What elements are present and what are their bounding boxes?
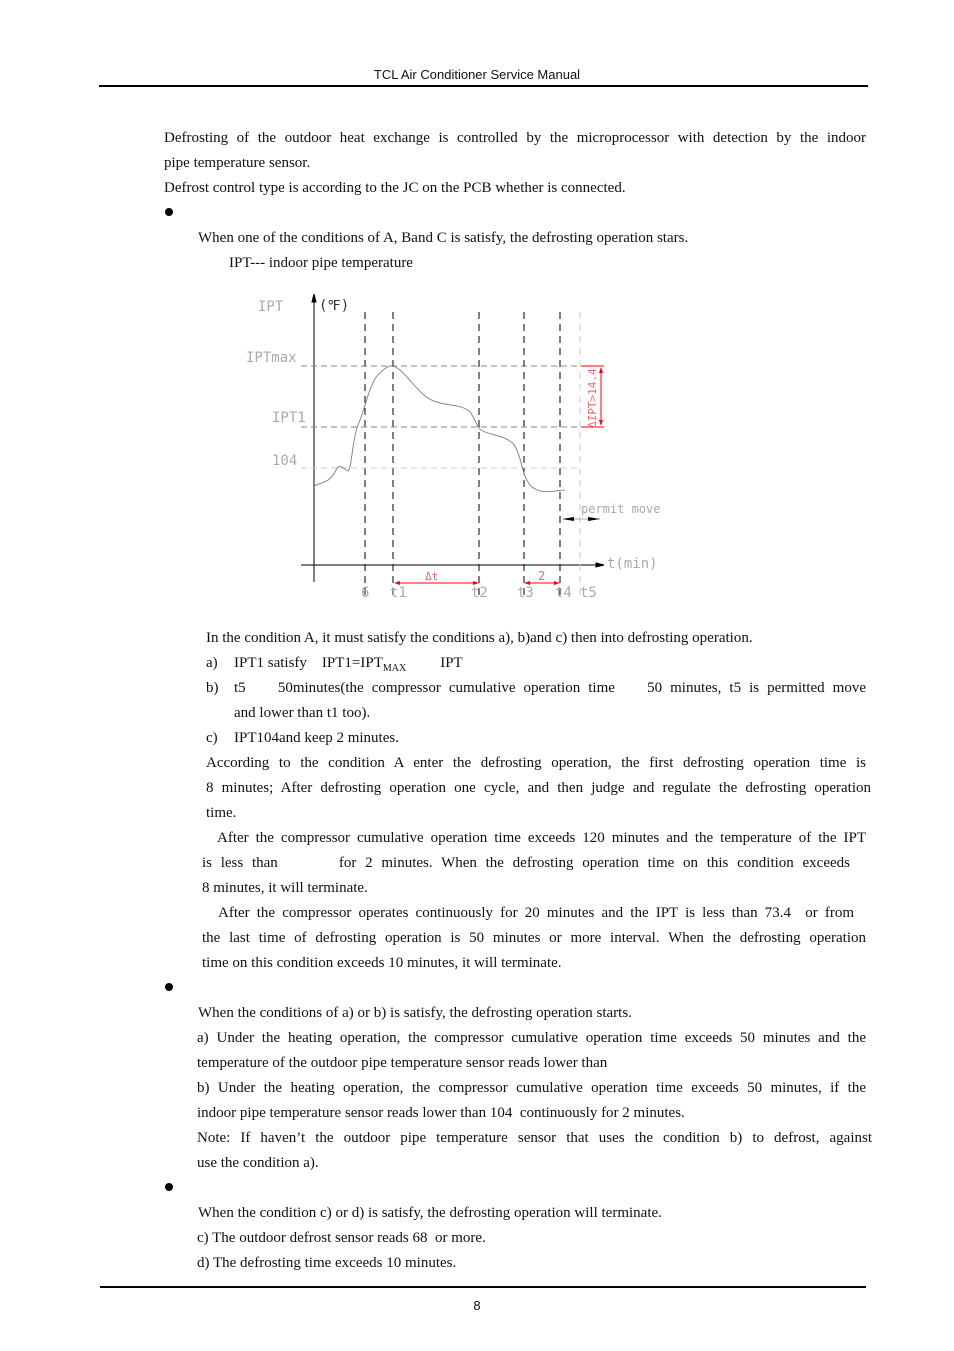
footer-rule: [100, 1286, 866, 1288]
para-line: After the compressor cumulative operation time exceeds 120 minutes and the temperature of the IPT: [217, 830, 866, 846]
section2-line: indoor pipe temperature sensor reads lower than 104 continuously for 2 minutes.: [197, 1105, 685, 1121]
section2-line: temperature of the outdoor pipe temperature sensor reads lower than: [197, 1055, 608, 1071]
para-line: 8 minutes, it will terminate.: [202, 880, 368, 896]
section2-line: When the conditions of a) or b) is satisfy, the defrosting operation starts.: [198, 1005, 632, 1021]
page-number: 8: [473, 1298, 481, 1313]
section2-line: a) Under the heating operation, the compressor cumulative operation time exceeds 50 minutes and the: [197, 1030, 866, 1046]
two-min-label: 2: [538, 569, 546, 583]
tick-t3: t3: [517, 585, 534, 601]
ipt-curve: [314, 366, 565, 492]
running-header: TCL Air Conditioner Service Manual: [373, 67, 581, 82]
x-axis-label: t(min): [607, 556, 658, 572]
item-b-mark: b): [206, 680, 219, 696]
para-line: time on this condition exceeds 10 minutes, it will terminate.: [202, 955, 562, 971]
permit-move-label: permit move: [581, 502, 661, 516]
section3-line: d) The defrosting time exceeds 10 minutes.: [197, 1255, 457, 1271]
unit-label: (℉): [319, 298, 350, 314]
section2-line: Note: If haven’t the outdoor pipe temperature sensor that uses the condition b) to defrost, against: [197, 1130, 872, 1146]
section3-line: When the condition c) or d) is satisfy, the defrosting operation will terminate.: [198, 1205, 662, 1221]
section1-lead: When one of the conditions of A, Band C is satisfy, the defrosting operation stars.: [198, 230, 689, 246]
condition-a-lead: In the condition A, it must satisfy the conditions a), b)and c) then into defrosting operation.: [206, 630, 753, 646]
section3-line: c) The outdoor defrost sensor reads 68 or more.: [197, 1230, 486, 1246]
section2-line: use the condition a).: [197, 1155, 319, 1171]
para-line: After the compressor operates continuously for 20 minutes and the IPT is less than 73.4 or from: [218, 905, 854, 921]
tick-t4: t4: [555, 585, 572, 601]
permit-right-arrow-icon: [588, 517, 600, 521]
item-b-text: and lower than t1 too).: [234, 705, 371, 721]
ipt1-label: IPT1: [272, 410, 306, 426]
time-markers: [365, 312, 580, 596]
tick-t5: t5: [580, 585, 597, 601]
intro-line: pipe temperature sensor.: [164, 155, 311, 171]
item-c-mark: c): [206, 730, 218, 746]
ipt-definition: IPT--- indoor pipe temperature: [229, 255, 413, 271]
tick-t2: t2: [471, 585, 488, 601]
iptmax-label: IPTmax: [246, 350, 297, 366]
permit-left-arrow-icon: [562, 517, 574, 521]
intro-line: Defrosting of the outdoor heat exchange is controlled by the microprocessor with detection by the indoor: [164, 130, 866, 146]
item-c-text: IPT104and keep 2 minutes.: [234, 730, 399, 746]
tick-6: 6: [361, 585, 370, 601]
bullet-icon: [165, 1183, 173, 1191]
104-label: 104: [272, 453, 298, 469]
x-axis-arrow-icon: [596, 563, 604, 567]
para-line: is less than for 2 minutes. When the defrosting operation time on this condition exceeds: [202, 855, 850, 871]
delta-ipt-label: ΔIPT>14.4: [586, 368, 599, 428]
y-axis-arrow-icon: [312, 294, 316, 302]
intro-line: Defrost control type is according to the JC on the PCB whether is connected.: [164, 180, 626, 196]
y-axis-label: IPT: [258, 299, 284, 315]
bullet-icon: [165, 983, 173, 991]
tick-t1: t1: [390, 585, 407, 601]
item-b-text: t5 50minutes(the compressor cumulative operation time 50 minutes, t5 is permitted move: [234, 680, 866, 696]
section2-line: b) Under the heating operation, the compressor cumulative operation time exceeds 50 minutes, if the: [197, 1080, 866, 1096]
item-a-mark: a): [206, 655, 218, 671]
para-line: According to the condition A enter the defrosting operation, the first defrosting operation time is: [206, 755, 866, 771]
delta-t-label: Δt: [425, 570, 439, 583]
para-line: the last time of defrosting operation is 50 minutes or more interval. When the defrosting operation: [202, 930, 866, 946]
para-line: time.: [206, 805, 237, 821]
para-line: 8 minutes; After defrosting operation one cycle, and then judge and regulate the defrosting operation: [206, 780, 871, 796]
defrost-timing-diagram: [0, 0, 954, 620]
item-a-text: IPT1 satisfy $IPT1=IPT_{MAX}$ IPT: [234, 655, 463, 674]
